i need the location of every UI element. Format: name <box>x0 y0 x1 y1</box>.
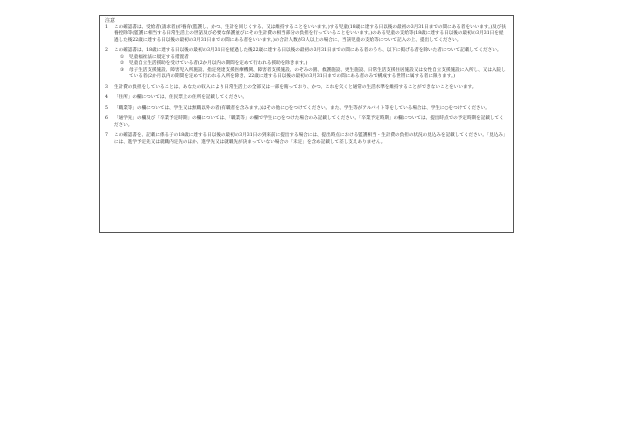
sub-text: 児童自立生活援助を受けている者(2か月以内の期間を定めて行われる援助を除きます。) <box>129 61 308 67</box>
note-item <box>105 116 508 129</box>
note-text: 「住所」の欄については、住民票上の住所を記載してください。 <box>114 95 248 101</box>
note-text: 「通学先」の欄及び「卒業予定時期」の欄については、「職業等」の欄で学生に○をつけた場合のみ記載してください。「卒業予定時期」の欄については、提出時点での予定時期を記載してください。 <box>114 116 504 128</box>
note-item <box>105 133 508 146</box>
note-text: 生計費の負担をしていることは、あなたの収入により日常生活上の全部又は一部を賄っており、かつ、これを欠くと通常の生活水準を維持することができないことをいいます。 <box>114 84 477 90</box>
note-number: 2 <box>105 48 108 54</box>
sub-number: ① <box>120 54 125 60</box>
note-number: 5 <box>105 105 108 111</box>
sub-item <box>120 68 508 81</box>
sub-number: ③ <box>120 67 125 73</box>
note-number: 3 <box>105 84 108 90</box>
note-text: 「職業等」の欄については、学生又は無職以外の者(有職者を含みます。)はその他に○をつけてください。また、学生等がアルバイト等をしている場合は、学生に○をつけてください。 <box>114 105 490 111</box>
note-item <box>105 95 508 101</box>
note-number: 6 <box>105 116 108 122</box>
note-number: 4 <box>105 95 108 101</box>
sub-text: 母子生活支援施設、障害児入所施設、指定発達支援医療機関、障害者支援施設、のぞみの園、救護施設、更生施設、日常生活支援住居施設又は女性自立支援施設に入所し、又は入院している者(2か月以内の期間を定めて行われる入所を除き、22歳に達する日以後の最初の3月31日までの間にある者のみで構成する世帯に属する者に限ります。) <box>129 67 506 80</box>
note-body <box>114 48 508 80</box>
note-number: 1 <box>105 25 108 30</box>
note-item <box>105 48 508 80</box>
note-text: この確認書を、記載に係る子の18歳に達する日以後の最初の3月31日の到来前に提出する場合には、提出時点における監護相当・生計費の負担の状況の見込みを記載してください。「見込み」には、進学予定先又は就職内定先のほか、進学先又は就職先が決まっていない場合の「未定」を含め記載して差し支えありません。 <box>114 133 508 145</box>
note-text: この確認書は、受給者(請求者)が養育(監護し、かつ、生計を同じくする、又は維持することをいいます。)する児童(18歳に達する日以後の最初の3月31日までの間にある者をいいます。)及び扶養控除等(監護に相当する日常生活上の世話及び必要な保護並びにその生計費の相当部分の負担を行っていることをいいます。)のある児童の支給等(18歳に達する日以後の最初の3月31日を経過した後22歳に達する日以後の最初の3月31日までの間にある者をいいます。)の合計人数が3人以上の場合に、当該児童の支給等について記入の上、提出してください。 <box>114 25 506 43</box>
note-text: この確認書は、18歳に達する日以後の最初の3月31日を経過した後22歳に達する日以後の最初の3月31日までの間にある者のうち、以下に掲げる者を除いた者について記載してください。 <box>114 48 502 54</box>
notes-box <box>99 15 514 233</box>
sub-text: 児童福祉法に規定する措置者 <box>129 54 189 60</box>
note-item <box>105 85 508 91</box>
sub-number: ② <box>120 61 125 67</box>
note-number: 7 <box>105 133 108 139</box>
note-item <box>105 106 508 112</box>
notes-heading: 注意 <box>105 18 116 24</box>
note-item <box>105 25 508 44</box>
